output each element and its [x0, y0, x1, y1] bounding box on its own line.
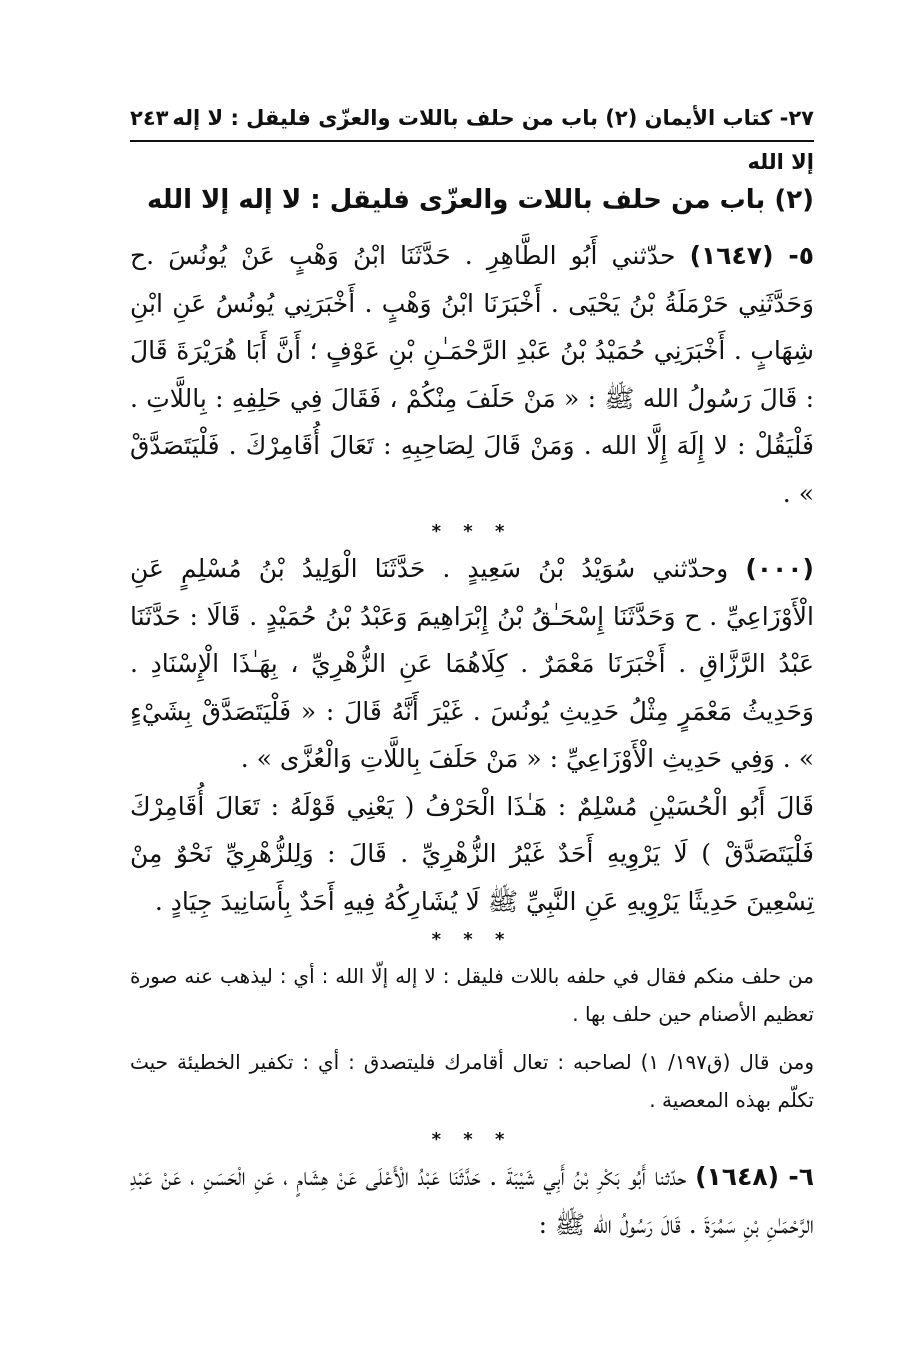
hadith-000: [130, 545, 814, 783]
chapter-title: (٢) باب من حلف باللات والعزّى فليقل : لا إله إلا الله: [146, 185, 814, 215]
hadith-text: وحدّثني سُوَيْدُ بْنُ سَعِيدٍ . حَدَّثَنَا الْوَلِيدُ بْنُ مُسْلِمٍ عَنِ الْأَوْزَاعِيِّ . ح وَحَدَّثَنَا إِسْحَـٰقُ بْنُ إِبْرَاهِيمَ وَعَبْدُ بْنُ حُمَيْدٍ . قَالَا : حَدَّثَنَا عَبْدُ الرَّزَّاقِ . أَخْبَرَنَا مَعْمَرٌ . كِلَاهُمَا عَنِ الزُّهْرِيِّ ، بِهَـٰذَا الْإِسْنَادِ . وَحَدِيثُ مَعْمَرٍ مِثْلُ حَدِيثِ يُونُسَ . غَيْرَ أَنَّهُ قَالَ : « فَلْيَتَصَدَّقْ بِشَيْءٍ » . وَفِي حَدِيثِ الْأَوْزَاعِيِّ : « مَنْ حَلَفَ بِاللَّاتِ وَالْعُزَّى » .: [130, 554, 814, 773]
hadith-text: حدّثني أَبُو الطَّاهِرِ . حَدَّثَنَا ابْنُ وَهْبٍ عَنْ يُونُسَ .ح وَحَدَّثَنِي حَرْمَلَةُ بْنُ يَحْيَى . أَخْبَرَنَا ابْنُ وَهْبٍ . أَخْبَرَنِي يُونُسُ عَنِ ابْنِ شِهَابٍ . أَخْبَرَنِي حُمَيْدُ بْنُ عَبْدِ الرَّحْمَـٰنِ بْنِ عَوْفٍ ؛ أَنَّ أَبَا هُرَيْرَةَ قَالَ : قَالَ رَسُولُ الله ﷺ : « مَنْ حَلَفَ مِنْكُمْ ، فَقَالَ فِي حَلِفِهِ : بِاللَّاتِ . فَلْيَقُلْ : لا إِلَهَ إِلَّا الله . وَمَنْ قَالَ لِصَاحِبِهِ : تَعَالَ أُقَامِرْكَ . فَلْيَتَصَدَّقْ » .: [130, 241, 814, 508]
commentary-note: من حلف منكم فقال في حلفه باللات فليقل : لا إله إلّا الله : أي : ليذهب عنه صورة تعظيم الأصنام حين حلف بها .: [130, 964, 814, 1026]
hadith-number: ٦- (١٦٤٨): [695, 1162, 814, 1191]
commentary-note: ومن قال (ق١٩٧/ ١) لصاحبه : تعال أقامرك فليتصدق : أي : تكفير الخطيئة حيث تكلّم بهذه المعصية .: [130, 1050, 814, 1112]
muslim-comment: [130, 783, 814, 926]
running-head-title: ٢٧- كتاب الأيمان (٢) باب من حلف باللات والعزّى فليقل : لا إله إلا الله: [172, 106, 814, 174]
hadith-number: (٠٠٠): [745, 554, 814, 583]
hadith-1648: [130, 1153, 814, 1248]
comment-text: قَالَ أَبُو الْحُسَيْنِ مُسْلِمٌ : هَـٰذَا الْحَرْفُ ( يَعْنِي قَوْلَهُ : تَعَالَ أُقَامِرْكَ فَلْيَتَصَدَّقْ ) لَا يَرْوِيهِ أَحَدٌ غَيْرُ الزُّهْرِيِّ . قَالَ : وَلِلزُّهْرِيِّ نَحْوٌ مِنْ تِسْعِينَ حَدِيثًا يَرْوِيهِ عَنِ النَّبِيِّ ﷺ لَا يُشَارِكُهُ فِيهِ أَحَدٌ بِأَسَانِيدَ جِيَادٍ .: [130, 791, 814, 916]
running-head: [130, 96, 814, 174]
hadith-number: ٥- (١٦٤٧): [689, 241, 814, 270]
page-number: ٢٤٣: [130, 106, 169, 130]
section-separator: * * *: [431, 521, 513, 542]
hadith-1647: [130, 232, 814, 517]
section-separator: * * *: [431, 929, 513, 950]
section-separator: * * *: [431, 1129, 513, 1150]
hadith-text: حدّثنا أَبُو بَكْرِ بْنُ أَبِي شَيْبَةَ . حَدَّثَنَا عَبْدُ الْأَعْلَى عَنْ هِشَامٍ ، عَنِ الْحَسَنِ ، عَنْ عَبْدِ الرَّحْمَـٰنِ بْنِ سَمُرَةَ . قَالَ رَسُولُ الله ﷺ :: [130, 1162, 814, 1239]
